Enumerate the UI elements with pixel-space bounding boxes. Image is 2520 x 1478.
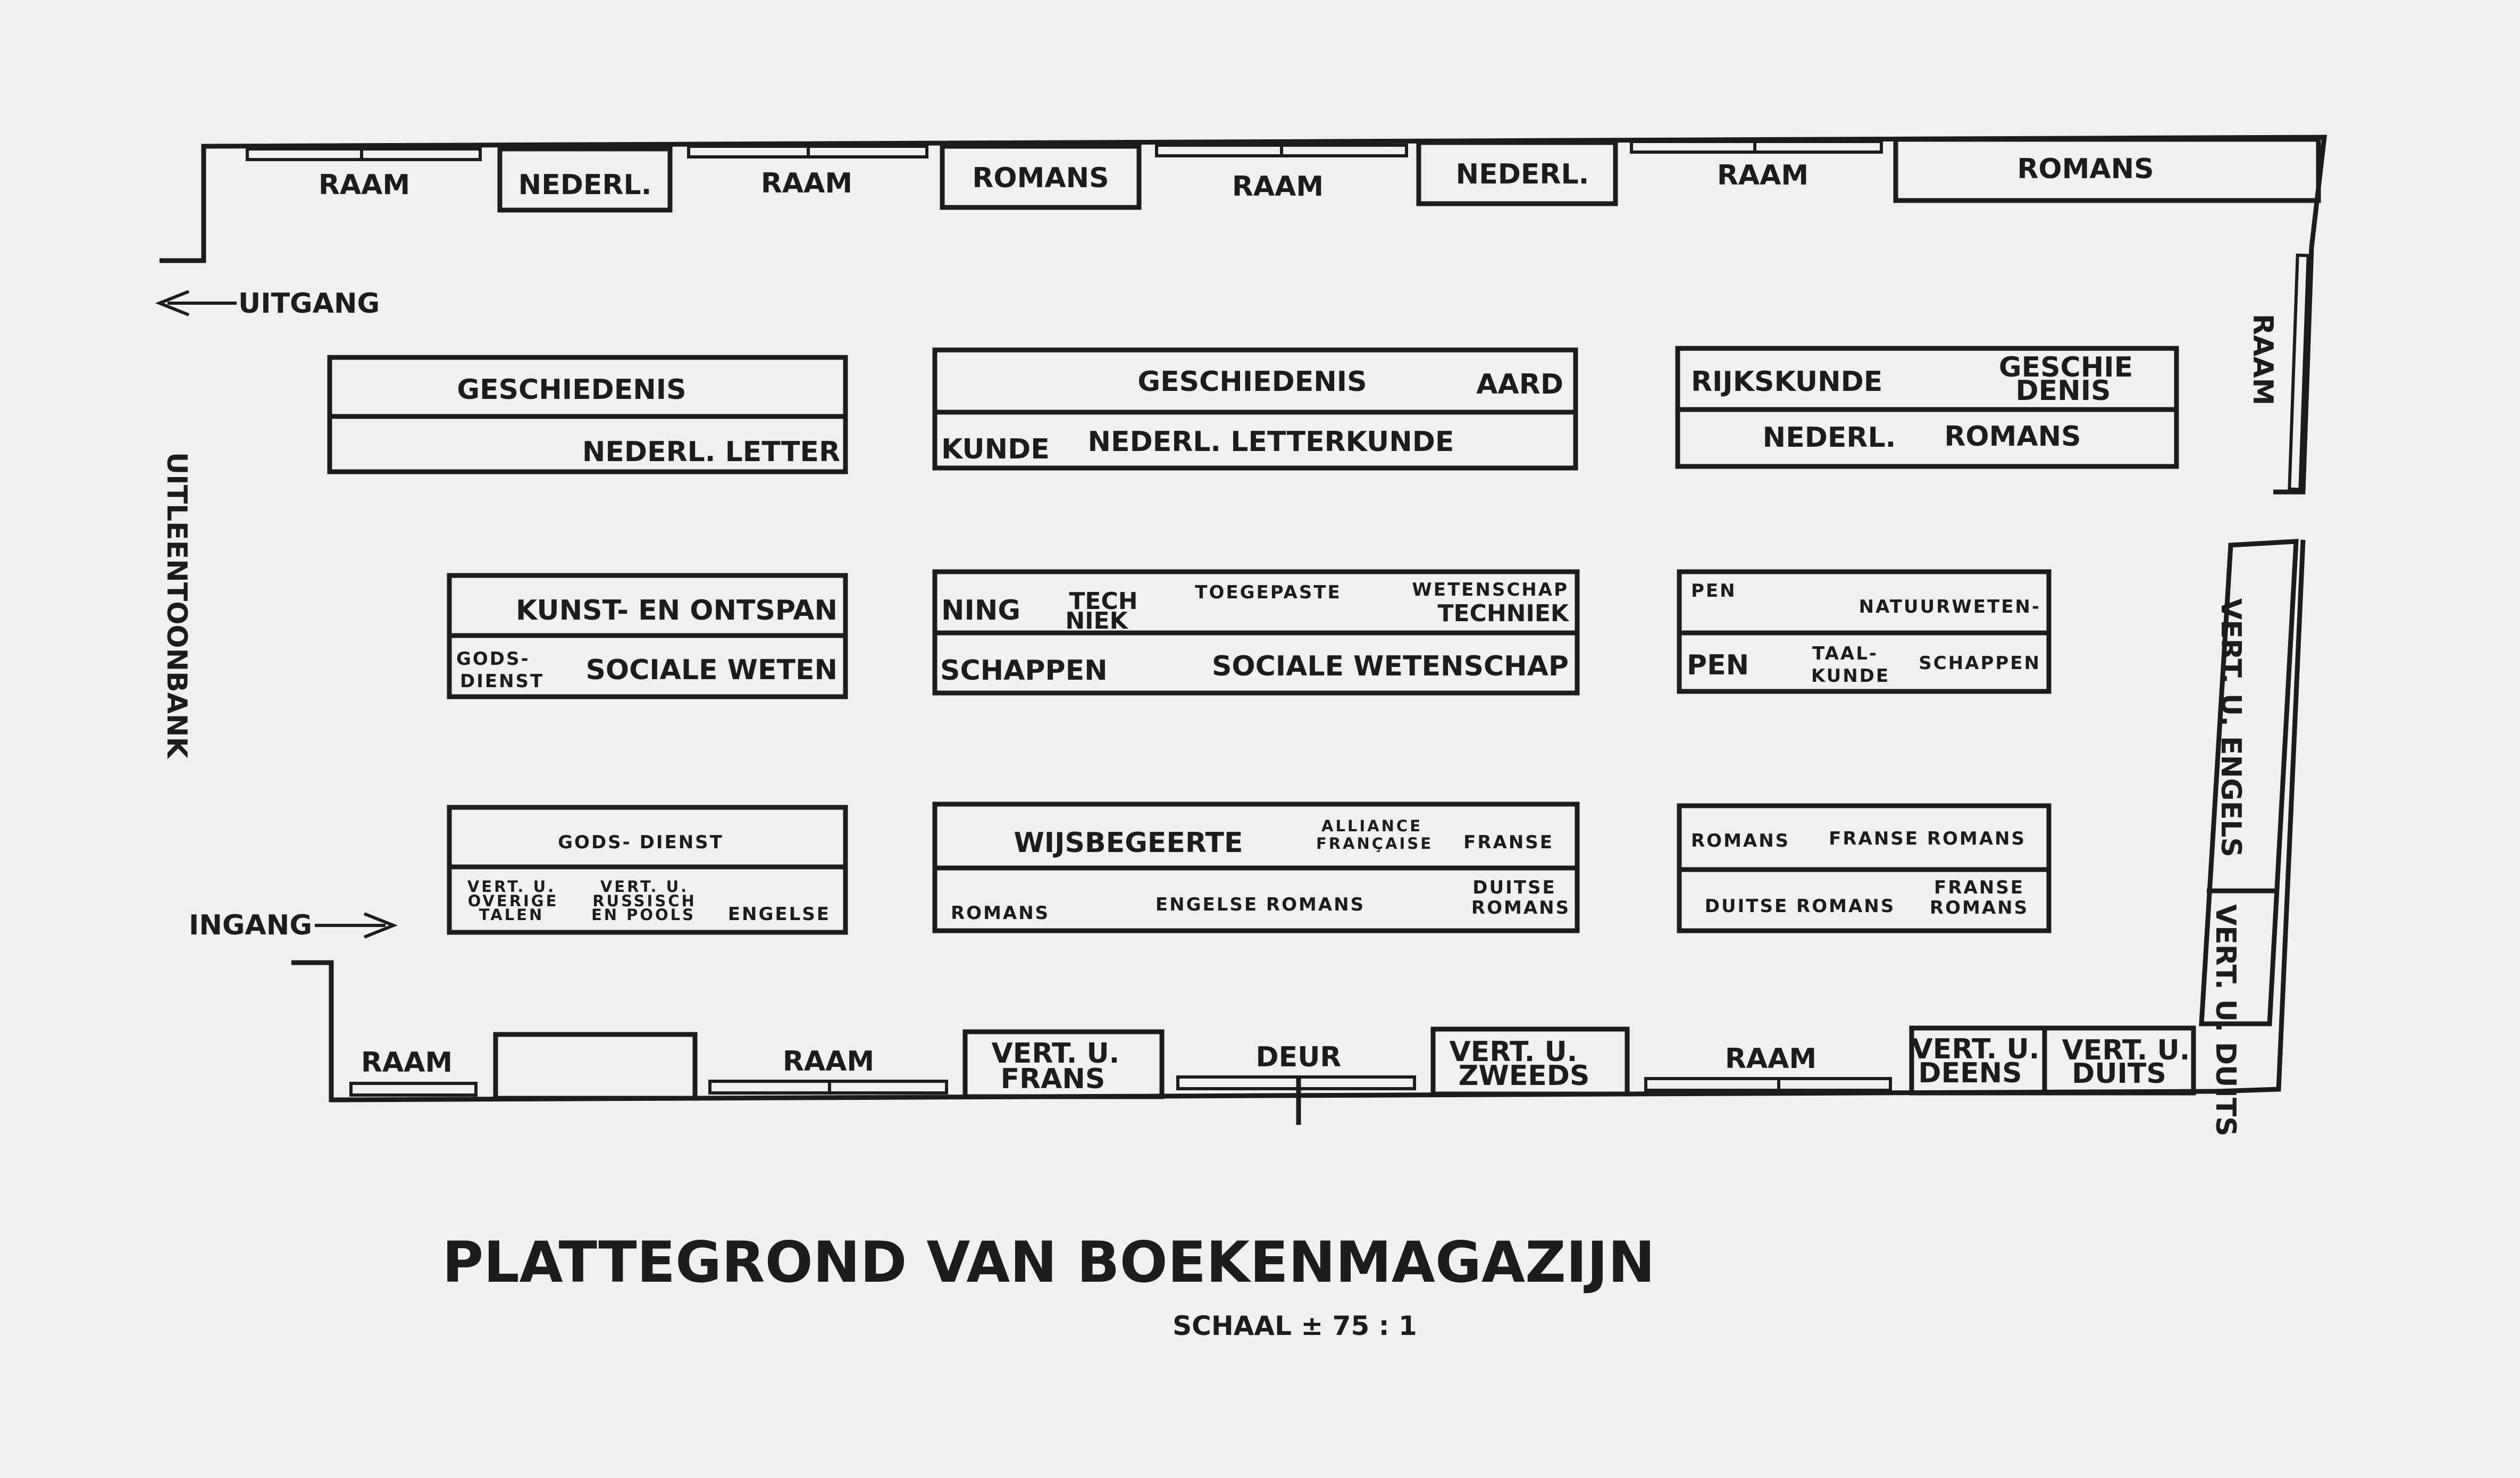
shelf-label: ROMANS bbox=[1944, 421, 2081, 453]
window-label: RAAM bbox=[760, 168, 853, 199]
page-title: PLATTEGROND VAN BOEKENMAGAZIJN bbox=[442, 1230, 1655, 1295]
shelf-label: AARD bbox=[1476, 369, 1563, 400]
shelf-label: FRANSE bbox=[1463, 832, 1554, 853]
exit-marker bbox=[160, 288, 380, 320]
shelf-label: VERT. U. bbox=[600, 878, 689, 896]
shelf-label: FRANÇAISE bbox=[1316, 834, 1434, 853]
shelf-label: SCHAPPEN bbox=[940, 655, 1108, 687]
shelf-label: SCHAPPEN bbox=[1919, 653, 2041, 674]
shelf-label: VERT. U. bbox=[991, 1038, 1120, 1070]
shelf-r1c2 bbox=[935, 350, 1576, 468]
shelf-label: DUITSE ROMANS bbox=[1704, 896, 1896, 917]
shelf-label: NEDERL. bbox=[1455, 158, 1589, 190]
shelf-label: FRANSE bbox=[1934, 877, 2024, 898]
shelf-label: SOCIALE WETENSCHAP bbox=[1211, 650, 1569, 682]
shelf-label: TALEN bbox=[479, 906, 545, 924]
shelf-label: ROMANS bbox=[1929, 897, 2029, 918]
shelf-r2c1 bbox=[449, 575, 845, 697]
window-top-1 bbox=[247, 149, 480, 160]
window-label: RAAM bbox=[361, 1047, 453, 1079]
shelf-label: VERT. U. ENGELS bbox=[2215, 598, 2247, 857]
bottom-wall-elements bbox=[351, 1028, 2194, 1125]
shelf-label: VERT. U. bbox=[2062, 1034, 2190, 1066]
shelf-r2c3 bbox=[1679, 572, 2049, 691]
shelf-r2c2 bbox=[935, 572, 1577, 693]
shelf-label: ROMANS bbox=[1691, 830, 1790, 851]
shelf-label: KUNDE bbox=[1811, 665, 1890, 687]
shelf-label: ZWEEDS bbox=[1458, 1060, 1590, 1092]
window-bottom-1 bbox=[351, 1083, 476, 1095]
shelf-r1c1 bbox=[330, 357, 845, 472]
shelf-label: DEENS bbox=[1918, 1057, 2022, 1089]
shelf-bottom-empty bbox=[496, 1034, 695, 1098]
shelf-r3c3 bbox=[1679, 806, 2049, 931]
shelf-label: VERT. U. DUITS bbox=[2209, 904, 2241, 1137]
shelf-label: WIJSBEGEERTE bbox=[1014, 827, 1243, 859]
shelf-label: ALLIANCE bbox=[1321, 817, 1422, 835]
shelf-label: KUNST- EN ONTSPAN bbox=[516, 595, 838, 627]
shelf-label: TAAL- bbox=[1812, 643, 1878, 664]
window-label: RAAM bbox=[1717, 160, 1809, 191]
shelf-label: DUITS bbox=[2072, 1058, 2166, 1090]
shelf-label: PEN bbox=[1691, 580, 1737, 602]
shelf-label: EN POOLS bbox=[591, 906, 696, 924]
window-label: RAAM bbox=[318, 169, 411, 201]
shelf-label: RUSSISCH bbox=[592, 892, 697, 910]
shelf-label: ROMANS bbox=[2017, 153, 2154, 185]
entrance-marker bbox=[189, 909, 394, 941]
door-label: DEUR bbox=[1255, 1041, 1342, 1073]
counter-label: UITLEENTOONBANK bbox=[161, 452, 192, 758]
entrance-label: INGANG bbox=[189, 909, 312, 941]
shelf-label: DUITSE bbox=[1472, 877, 1556, 898]
shelf-label: SOCIALE WETEN bbox=[585, 654, 838, 686]
shelf-label: GODS- bbox=[456, 648, 530, 670]
shelf-label: GESCHIE bbox=[1998, 352, 2133, 383]
shelf-label: PEN bbox=[1687, 649, 1749, 681]
shelf-label: TOEGEPASTE bbox=[1195, 582, 1342, 603]
window-label: RAAM bbox=[782, 1046, 875, 1078]
shelf-r3c2 bbox=[935, 804, 1577, 931]
shelf-label: GESCHIEDENIS bbox=[457, 374, 686, 406]
shelf-label: ENGELSE bbox=[727, 904, 831, 925]
window-label: RAAM bbox=[1232, 171, 1324, 203]
window-bottom-3 bbox=[1646, 1079, 1890, 1090]
window-right-label: RAAM bbox=[2247, 314, 2279, 406]
shelf-label: GESCHIEDENIS bbox=[1137, 366, 1367, 398]
shelf-r1c3 bbox=[1678, 348, 2176, 466]
top-wall-elements bbox=[247, 139, 2318, 210]
shelf-label: NIEK bbox=[1065, 607, 1128, 634]
shelf-label: NEDERL. bbox=[518, 169, 652, 201]
shelf-label: OVERIGE bbox=[467, 892, 559, 910]
shelf-label: VERT. U. bbox=[1911, 1033, 2040, 1065]
shelf-label: KUNDE bbox=[941, 433, 1050, 465]
right-wall-elements bbox=[2201, 255, 2308, 1137]
shelf-label: DENIS bbox=[2015, 375, 2111, 407]
shelf-label: WETENSCHAP bbox=[1412, 579, 1569, 600]
shelf-r3c1 bbox=[449, 807, 845, 932]
shelf-label: VERT. U. bbox=[467, 878, 556, 896]
shelf-label: TECH bbox=[1069, 588, 1138, 615]
shelf-label: ROMANS bbox=[1471, 897, 1571, 918]
shelf-label: ROMANS bbox=[951, 903, 1050, 924]
scale-label: SCHAAL ± 75 : 1 bbox=[1173, 1310, 1417, 1341]
window-label: RAAM bbox=[1724, 1043, 1817, 1075]
shelf-label: VERT. U. bbox=[1449, 1036, 1578, 1068]
shelf-label: NEDERL. bbox=[1762, 422, 1896, 454]
shelf-label: FRANSE ROMANS bbox=[1829, 828, 2026, 849]
shelf-label: NING bbox=[941, 595, 1021, 627]
shelf-label: NEDERL. LETTERKUNDE bbox=[1087, 426, 1454, 458]
shelf-label: GODS- DIENST bbox=[558, 832, 724, 853]
shelf-label: ENGELSE ROMANS bbox=[1155, 894, 1366, 915]
shelf-label: TECHNIEK bbox=[1437, 600, 1569, 627]
shelf-label: NATUURWETEN- bbox=[1858, 596, 2041, 617]
shelf-label: NEDERL. LETTER bbox=[582, 436, 840, 468]
shelf-label: DIENST bbox=[460, 671, 545, 692]
shelf-label: RIJKSKUNDE bbox=[1691, 366, 1883, 398]
exit-label: UITGANG bbox=[238, 288, 380, 320]
shelf-label: FRANS bbox=[1000, 1063, 1106, 1095]
shelf-label: ROMANS bbox=[972, 162, 1109, 194]
